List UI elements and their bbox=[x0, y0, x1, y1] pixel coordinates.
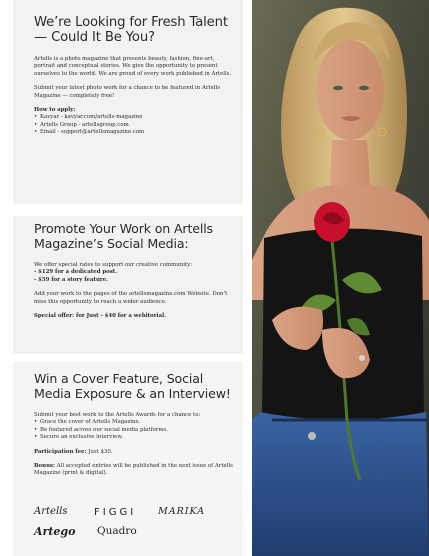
promote-panel bbox=[13, 216, 243, 354]
bonus-text: Bonus: All accepted entries will be published in the next issue of Artells Magazine (print & digital). bbox=[34, 463, 233, 477]
quadro-logo: Quadro bbox=[97, 525, 137, 537]
offer-intro: We offer special rates to support our creative community: bbox=[34, 262, 192, 268]
artego-logo: Artego bbox=[34, 525, 76, 538]
promote-content bbox=[34, 221, 237, 320]
submit-line: Submit your latest photo work for a chance to be featured in Artells Magazine — completely free! bbox=[34, 85, 220, 99]
awards-item-social: • Be featured across our social media platforms. bbox=[34, 427, 237, 434]
special-offer: Special offer: for Just - $40 for a webitorial. bbox=[34, 313, 167, 320]
price-story: - $59 for a story feature. bbox=[34, 276, 109, 283]
fresh-talent-panel bbox=[13, 0, 243, 204]
jeans bbox=[252, 412, 429, 556]
fresh-talent-content bbox=[34, 15, 237, 137]
right-eye bbox=[359, 86, 369, 90]
partner-logos bbox=[34, 506, 214, 546]
awards-list bbox=[34, 419, 237, 441]
model-illustration bbox=[252, 0, 429, 556]
awards-item-cover: • Grace the cover of Artells Magazine. bbox=[34, 419, 237, 426]
price-post: - $129 for a dedicated post. bbox=[34, 269, 118, 276]
awards-heading: Win a Cover Feature, Social Media Exposure & an Interview! bbox=[34, 371, 231, 401]
apply-list bbox=[34, 114, 237, 136]
left-eye bbox=[333, 86, 343, 90]
face bbox=[316, 40, 384, 140]
apply-item-artells-group[interactable]: • Artells Group - artellsgroup.com bbox=[34, 122, 237, 129]
neck bbox=[330, 140, 370, 185]
marika-logo: MARIKA bbox=[158, 506, 206, 517]
figgi-logo: FIGGI bbox=[94, 507, 137, 518]
ring bbox=[359, 355, 365, 361]
apply-item-email[interactable]: • Email - support@artellsmagazine.com bbox=[34, 129, 237, 136]
magazine-intro: Artells is a photo magazine that presents beauty, fashion, fine-art, portrait and conceptual stories. We give the opportunity to present ourselves to the world. We are proud of every work published in Artells. bbox=[34, 56, 232, 77]
awards-intro: Submit your best work to the Artells Awards for a chance to: bbox=[34, 412, 201, 418]
awards-content bbox=[34, 371, 237, 478]
apply-item-kavyar[interactable]: • Kavyar - kavyar.com/artells-magazine bbox=[34, 114, 237, 121]
how-to-apply-label: How to apply: bbox=[34, 107, 76, 114]
promote-heading: Promote Your Work on Artells Magazine’s Social Media: bbox=[34, 221, 213, 251]
artells-logo: Artells bbox=[34, 506, 68, 517]
model-photo bbox=[252, 0, 429, 556]
awards-panel bbox=[13, 362, 243, 556]
awards-item-interview: • Secure an exclusive interview. bbox=[34, 434, 237, 441]
add-work-text: Add your work to the pages of the artellsmagazine.com Website. Don’t miss this opportunity to reach a wider audience. bbox=[34, 291, 228, 305]
participation-fee: Participation fee: Just $30. bbox=[34, 448, 113, 455]
jeans-button bbox=[308, 432, 316, 440]
fresh-talent-heading: We’re Looking for Fresh Talent — Could It Be You? bbox=[34, 15, 228, 45]
